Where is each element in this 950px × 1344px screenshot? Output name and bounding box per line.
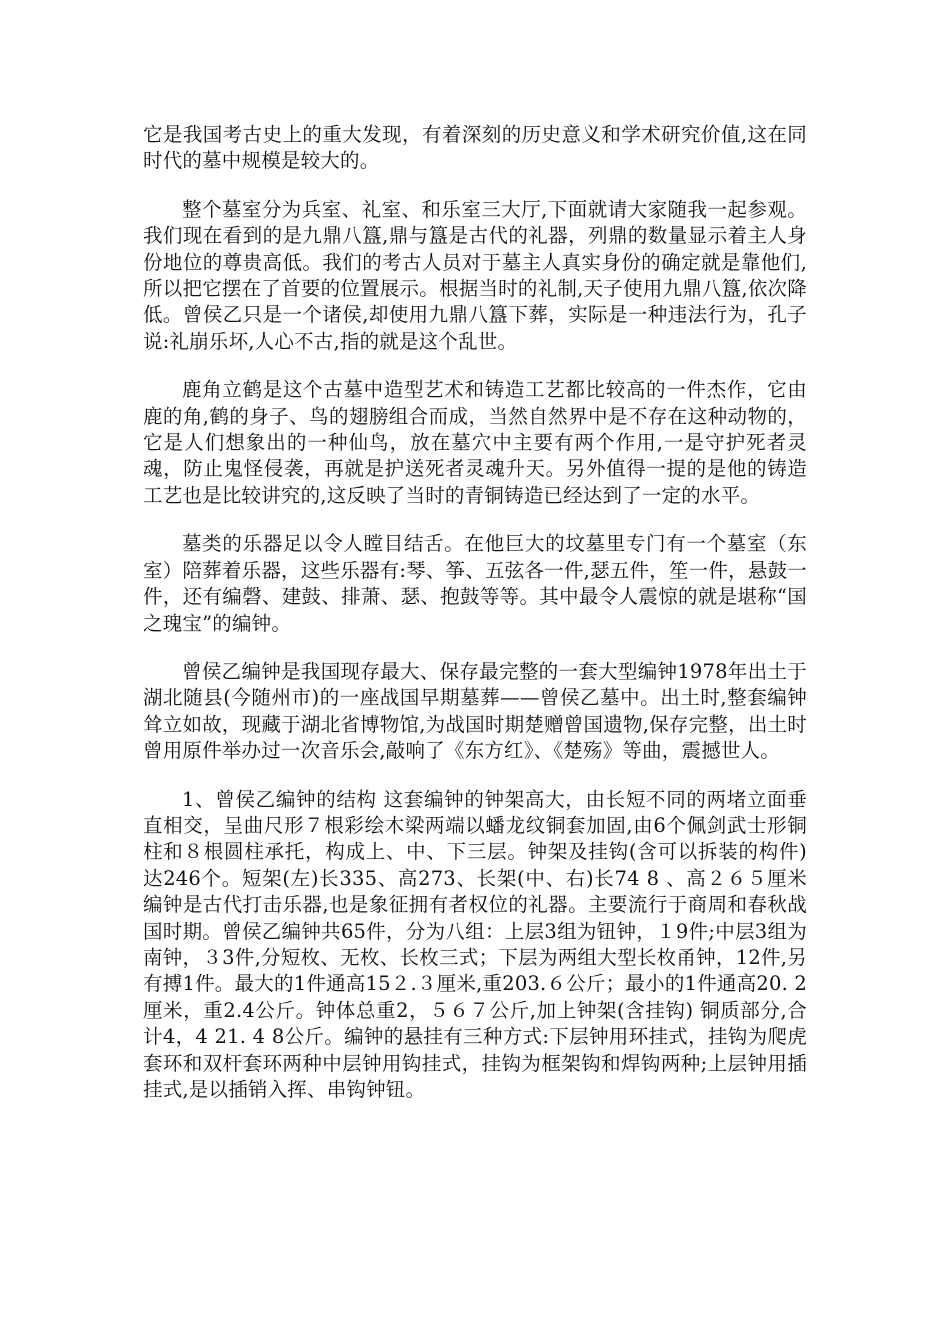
paragraph-1: 它是我国考古史上的重大发现，有着深刻的历史意义和学术研究价值,这在同时代的墓中规模是较大的。 (143, 123, 807, 173)
paragraph-2: 整个墓室分为兵室、礼室、和乐室三大厅,下面就请大家随我一起参观。我们现在看到的是九鼎八簋,鼎与簋是古代的礼器，列鼎的数量显示着主人身份地位的尊贵高低。我们的考古人员对于墓主人真实身份的确定就是靠他们,所以把它摆在了首要的位置展示。根据当时的礼制,天子使用九鼎八簋,依次降低。曾侯乙只是一个诸侯,却使用九鼎八簋下葬，实际是一种违法行为，孔子说:礼崩乐坏,人心不古,指的就是这个乱世。 (143, 197, 807, 353)
paragraph-3: 鹿角立鹤是这个古墓中造型艺术和铸造工艺都比较高的一件杰作，它由鹿的角,鹤的身子、鸟的翅膀组合而成，当然自然界中是不存在这种动物的，它是人们想象出的一种仙鸟，放在墓穴中主要有两个作用,一是守护死者灵魂，防止鬼怪侵袭，再就是护送死者灵魂升天。另外值得一提的是他的铸造工艺也是比较讲究的,这反映了当时的青铜铸造已经达到了一定的水平。 (143, 378, 807, 507)
paragraph-5: 曾侯乙编钟是我国现存最大、保存最完整的一套大型编钟1978年出土于湖北随县(今随州市)的一座战国早期墓葬——曾侯乙墓中。出土时,整套编钟耸立如故，现藏于湖北省博物馆,为战国时期楚赠曾国遗物,保存完整，出土时曾用原件举办过一次音乐会,敲响了《东方红》、《楚殇》等曲，震撼世人。 (143, 659, 807, 763)
document-page (143, 122, 807, 1125)
paragraph-6: 1、曾侯乙编钟的结构 这套编钟的钟架高大，由长短不同的两堵立面垂直相交，呈曲尺形７根彩绘木梁两端以蟠龙纹铜套加固,由6个佩剑武士形铜柱和８根圆柱承托，构成上、中、下三层。钟架及挂钩(含可以拆装的构件)达246个。短架(左)长335、高273、长架(中、右)长74 8 、高２６５厘米编钟是古代打击乐器,也是象征拥有者权位的礼器。主要流行于商周和春秋战国时期。曾侯乙编钟共65件，分为八组：上层3组为钮钟，１9件;中层3组为南钟，３3件,分短枚、无枚、长枚三式；下层为两组大型长枚甬钟，12件,另有搏1件。最大的1件通高15２.３厘米,重203.６公斤；最小的1件通高20. 2厘米，重2.4公斤。钟体总重2，５６７公斤,加上钟架(含挂钩) 铜质部分,合计4，4 21. 4 8公斤。编钟的悬挂有三种方式:下层钟用环挂式，挂钩为爬虎套环和双杆套环两种中层钟用钩挂式，挂钩为框架钩和焊钩两种;上层钟用插挂式,是以插销入挥、串钩钟钮。 (143, 787, 807, 1101)
paragraph-4: 墓类的乐器足以令人瞠目结舌。在他巨大的坟墓里专门有一个墓室（东室）陪葬着乐器，这些乐器有:琴、筝、五弦各一件,瑟五件，笙一件，悬鼓一件，还有编磬、建鼓、排萧、瑟、抱鼓等等。其中最令人震惊的就是堪称“国之瑰宝”的编钟。 (143, 532, 807, 635)
